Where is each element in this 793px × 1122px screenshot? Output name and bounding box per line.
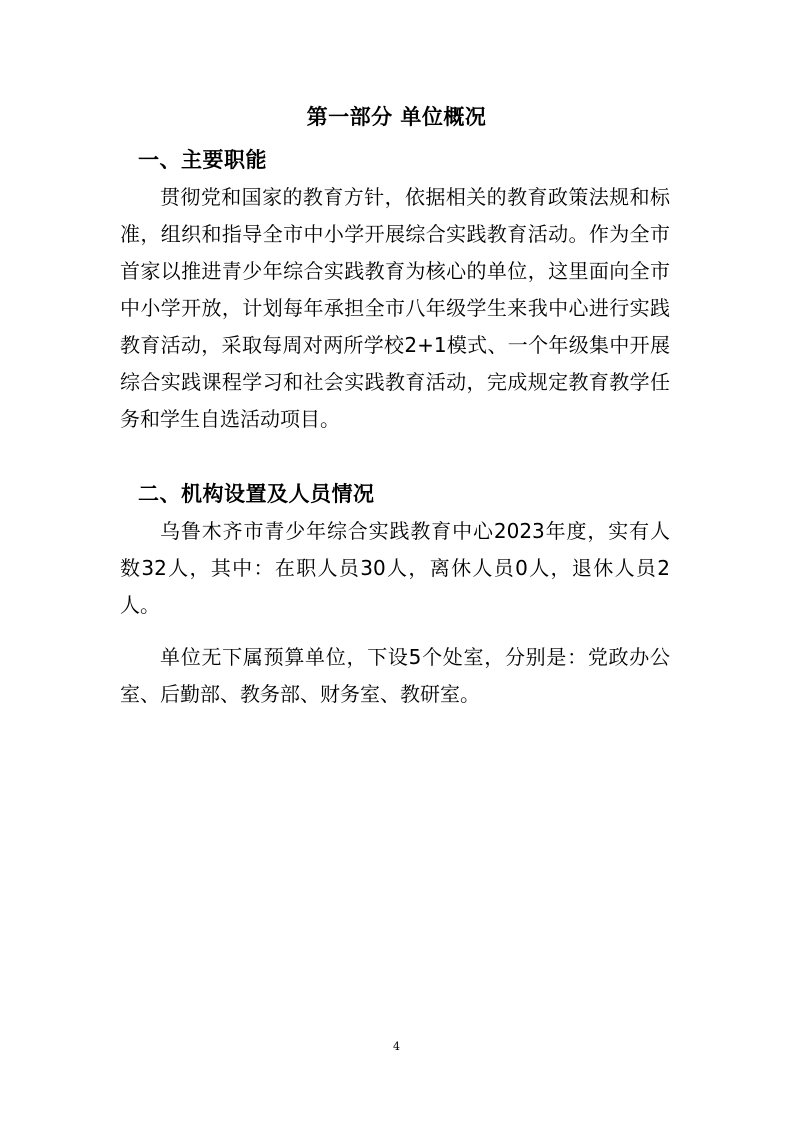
section-heading-organization-staff: 二、机构设置及人员情况 [138,482,375,506]
section-heading-main-functions: 一、主要职能 [138,148,267,172]
paragraph-staff-count: 乌鲁木齐市青少年综合实践教育中心2023年度，实有人数32人，其中：在职人员30人，离休人员0人，退休人员2人。 [120,519,670,617]
paragraph-departments: 单位无下属预算单位，下设5个处室，分别是：党政办公室、后勤部、教务部、财务室、教研室。 [120,645,670,706]
page-number: 4 [393,1040,400,1053]
page-title: 第一部分 单位概况 [306,105,487,129]
paragraph-main-functions: 贯彻党和国家的教育方针，依据相关的教育政策法规和标准，组织和指导全市中小学开展综合实践教育活动。作为全市首家以推进青少年综合实践教育为核心的单位，这里面向全市中小学开放，计划每年承担全市八年级学生来我中心进行实践教育活动，采取每周对两所学校2+1模式、一个年级集中开展综合实践课程学习和社会实践教育活动，完成规定教育教学任务和学生自选活动项目。 [120,185,670,431]
